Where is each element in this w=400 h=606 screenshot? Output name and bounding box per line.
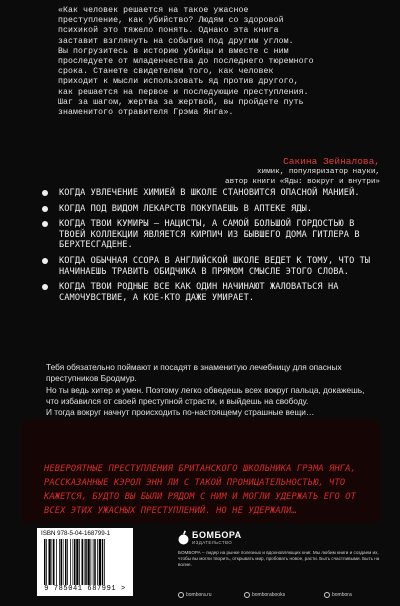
social-vk[interactable]: bomborabooks (244, 592, 285, 598)
bullet-text: КОГДА ТВОИ КУМИРЫ – НАЦИСТЫ, А САМОЙ БОЛЬШОЙ ГОРДОСТЬЮ В ТВОЕЙ КОЛЛЕКЦИИ ЯВЛЯЕТСЯ КИРПИЧ ИЗ БЫВШЕГО ДОМА ГИТЛЕРА В БЕРХТЕСГАДЕНЕ. (59, 219, 360, 251)
publisher-subtitle: ИЗДАТЕЛЬСТВО (192, 540, 233, 545)
red-tagline: НЕВЕРОЯТНЫЕ ПРЕСТУПЛЕНИЯ БРИТАНСКОГО ШКОЛЬНИКА ГРЭМА ЯНГА, РАССКАЗАННЫЕ КЭРОЛ ЭНН ЛИ С ТАКОЙ ПРОНИЦАТЕЛЬНОСТЬЮ, ЧТО КАЖЕТСЯ, БУДТО ВЫ БЫЛИ РЯДОМ С НИМ И МОГЛИ УДЕРЖАТЬ ЕГО ОТ ВСЕХ ЭТИХ УЖАСНЫХ ПРЕСТУПЛЕНИЙ. НО НЕ УДЕРЖАЛИ… (44, 464, 357, 516)
bombora-logo-icon (178, 530, 189, 546)
bullet-icon (42, 284, 48, 290)
bullet-icon (42, 258, 48, 264)
quote-author-book: автор книги «Яды: вокруг и внутри» (225, 177, 380, 186)
bullet-text: КОГДА ТВОИ РОДНЫЕ ВСЕ КАК ОДИН НАЧИНАЮТ ЖАЛОВАТЬСЯ НА САМОЧУВСТВИЕ, А КОЕ-КТО ДАЖЕ УМИРАЕТ. (59, 282, 339, 303)
synopsis-paragraph: Но ты ведь хитер и умен. Поэтому легко обведешь всех вокруг пальца, докажешь, что избавился от своей преступной страсти, и выйдешь на свободу. (46, 384, 365, 406)
quote-attribution (80, 156, 380, 187)
social-instagram[interactable]: bombora (324, 592, 352, 598)
bullet-item (42, 188, 377, 199)
social-site[interactable]: bombora.ru (178, 592, 212, 598)
bullet-item (42, 256, 377, 277)
bullet-text: КОГДА ОБЫЧНАЯ ССОРА В АНГЛИЙСКОЙ ШКОЛЕ ВЕДЕТ К ТОМУ, ЧТО ТЫ НАЧИНАЕШЬ ТРАВИТЬ ОБИДЧИКА В ПРЯМОМ СМЫСЛЕ ЭТОГО СЛОВА. (59, 255, 371, 277)
endorsement-quote: «Как человек решается на такое ужасное преступление, как убийство? Людям со здоровой психикой это тяжело понять. Однако эта книга заставит взглянуть на события под другим углом. Вы погрузитесь в историю убийцы и вместе с ним проследуете от младенчества до последнего тюремного срока. Станете свидетелем того, как человек приходит к мысли использовать яд против другого, как решается на первое и последующие преступления. Шаг за шагом, жертва за жертвой, вы пройдете путь знаменитого отравителя Грэма Янга». (58, 6, 314, 118)
barcode (37, 528, 133, 596)
bullet-list (42, 188, 377, 308)
bullet-item (42, 282, 377, 303)
bullet-icon (42, 190, 48, 196)
bullet-text: КОГДА ПОД ВИДОМ ЛЕКАРСТВ ПОКУПАЕШЬ В АПТЕКЕ ЯДЫ. (59, 203, 313, 214)
bullet-text: КОГДА УВЛЕЧЕНИЕ ХИМИЕЙ В ШКОЛЕ СТАНОВИТСЯ ОПАСНОЙ МАНИЕЙ. (59, 188, 360, 198)
synopsis-paragraph: Тебя обязательно поймают и посадят в знаменитую лечебницу для опасных преступников Бродмур. (46, 362, 342, 384)
synopsis-paragraph: И тогда вокруг начнут происходить по-настоящему страшные вещи… (46, 407, 315, 418)
instagram-icon (324, 592, 330, 598)
publisher-socials (178, 592, 388, 602)
bullet-icon (42, 221, 48, 227)
synopsis (46, 362, 376, 418)
bullet-icon (42, 206, 48, 212)
publisher-description: БОМБОРА – лидер на рынке полезных и вдохновляющих книг. Мы любим книги и создаем их, чтобы вы могли творить, открывать мир, пробовать новое, расти. Быть счастливыми. Быть на волне. (178, 550, 380, 567)
vk-icon (244, 592, 250, 598)
barcode-bars (43, 539, 127, 585)
bullet-item (42, 204, 377, 215)
quote-author: Сакина Зейналова, (283, 156, 380, 167)
quote-author-role: химик, популяризатор науки, (256, 168, 380, 176)
globe-icon (178, 592, 184, 598)
publisher-name: БОМБОРА (192, 530, 242, 540)
isbn-label: ISBN 978-5-04-168799-1 (41, 530, 111, 537)
bullet-item (42, 219, 377, 251)
barcode-digits: 9 785041 687991 > (44, 585, 126, 593)
